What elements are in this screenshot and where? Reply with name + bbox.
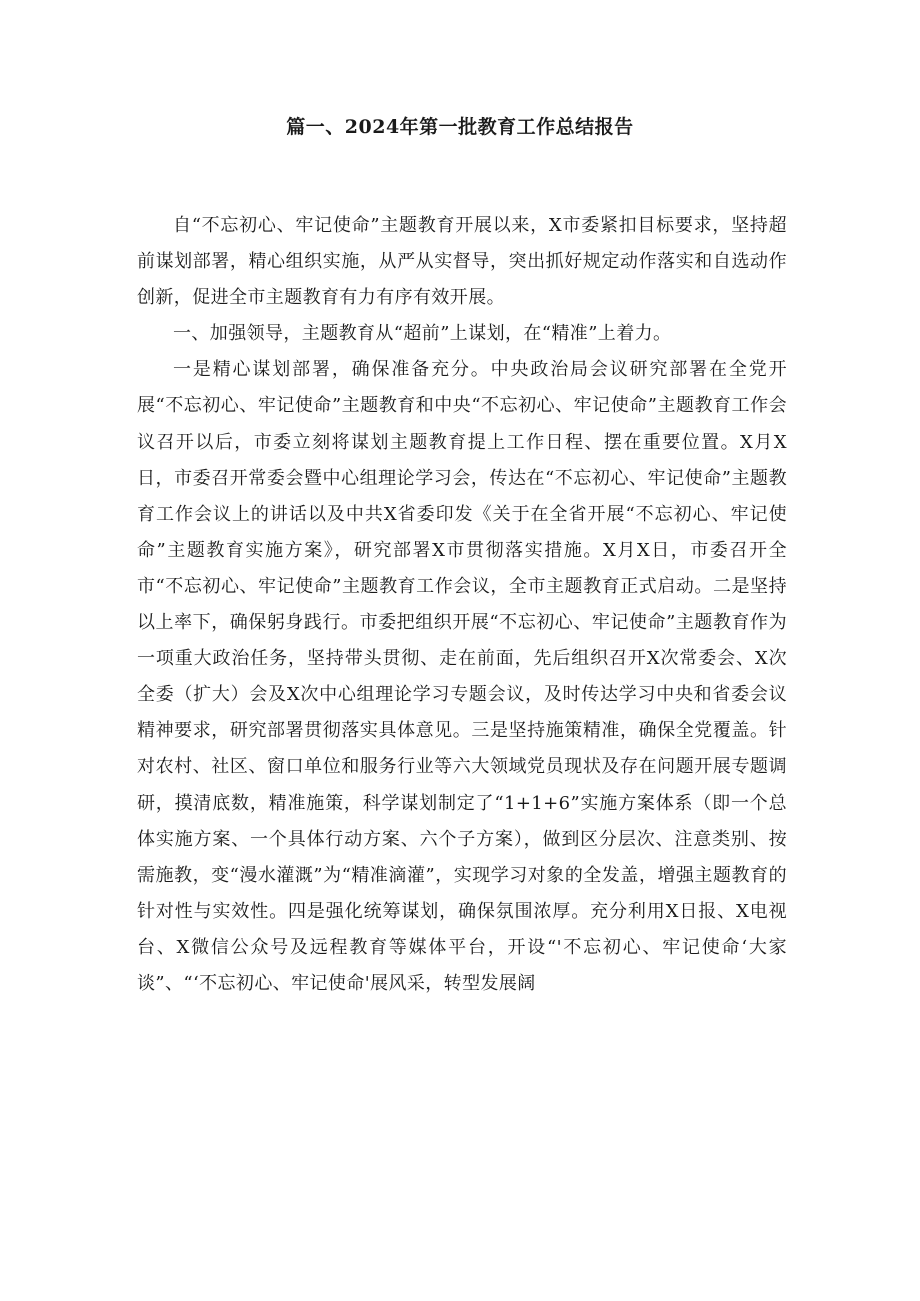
document-body bbox=[137, 208, 787, 1002]
paragraph-section-heading: 一、加强领导，主题教育从“超前”上谋划，在“精准”上着力。 bbox=[173, 323, 672, 345]
document-title: 篇一、2024年第一批教育工作总结报告 bbox=[286, 116, 634, 138]
paragraph-body: 一是精心谋划部署，确保准备充分。中央政治局会议研究部署在全党开展“不忘初心、牢记使命”主题教育和中央“不忘初心、牢记使命”主题教育工作会议召开以后，市委立刻将谋划主题教育提上工作日程、摆在重要位置。X月X日，市委召开常委会暨中心组理论学习会，传达在“不忘初心、牢记使命”主题教育工作会议上的讲话以及中共X省委印发《关于在全省开展“不忘初心、牢记使命”主题教育实施方案》，研究部署X市贯彻落实措施。X月X日，市委召开全市“不忘初心、牢记使命”主题教育工作会议，全市主题教育正式启动。二是坚持以上率下，确保躬身践行。市委把组织开展“不忘初心、牢记使命”主题教育作为一项重大政治任务，坚持带头贯彻、走在前面，先后组织召开X次常委会、X次全委（扩大）会及X次中心组理论学习专题会议，及时传达学习中央和省委会议精神要求，研究部署贯彻落实具体意见。三是坚持施策精准，确保全党覆盖。针对农村、社区、窗口单位和服务行业等六大领域党员现状及存在问题开展专题调研，摸清底数，精准施策，科学谋划制定了“1+1+6”实施方案体系（即一个总体实施方案、一个具体行动方案、六个子方案），做到区分层次、注意类别、按需施教，变“漫水灌溉”为“精准滴灌”，实现学习对象的全发盖，增强主题教育的针对性与实效性。四是强化统筹谋划，确保氛围浓厚。充分利用X日报、X电视台、X微信公众号及远程教育等媒体平台，开设“'不忘初心、牢记使命‘大家谈”、“‘不忘初心、牢记使命'展风采，转型发展阔 bbox=[137, 359, 787, 994]
paragraph-intro: 自“不忘初心、牢记使命”主题教育开展以来，X市委紧扣目标要求，坚持超前谋划部署，精心组织实施，从严从实督导，突出抓好规定动作落实和自选动作创新，促进全市主题教育有力有序有效开展。 bbox=[137, 215, 787, 309]
